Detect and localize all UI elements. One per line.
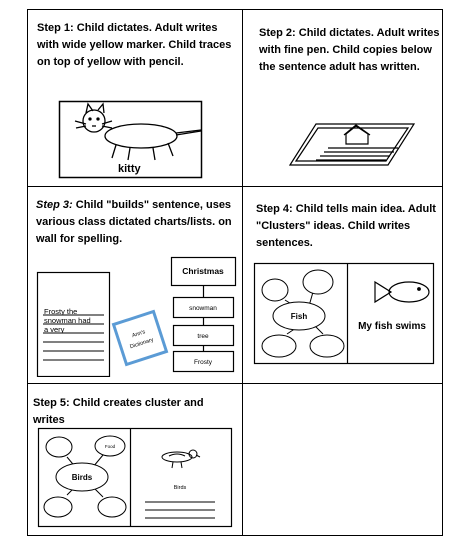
step-2-label: Step 2: (259, 27, 296, 39)
step-3-text: Child "builds" sentence, uses various class dictated charts/lists. on wall for spelling. (36, 199, 232, 245)
dictionary-book (114, 312, 167, 365)
step-5-text: Child creates cluster and writes (33, 397, 204, 426)
step-5-label: Step 5: (33, 397, 70, 409)
chart-item-3: Frosty (193, 359, 213, 366)
dictionary-line-2: Dictionary (129, 337, 155, 351)
fish-sentence: My fish swims (358, 321, 426, 332)
paper-line-1: Frosty the (44, 307, 78, 316)
paper-house-illustration (288, 120, 416, 168)
house-drawing (346, 126, 368, 144)
bird-caption: Birds (173, 485, 187, 491)
step-4-text: Child tells main idea. Adult "Clusters" ideas. Child writes sentences. (256, 203, 436, 249)
step-1-text: Child dictates. Adult writes with wide yellow marker. Child traces on top of yellow with pencil. (37, 22, 232, 68)
step-2-instructions (259, 25, 444, 76)
step-4-instructions (256, 201, 441, 252)
step-1-instructions (37, 20, 237, 71)
kitty-illustration (58, 100, 203, 180)
dictionary-line-1: Ann's (131, 329, 147, 340)
step-3-label: Step 3: (36, 199, 73, 211)
paper-line-3: a very (44, 325, 65, 334)
writing-paper (38, 273, 110, 377)
bird-cluster-illustration (37, 427, 233, 529)
bird-cluster-center: Birds (71, 473, 93, 482)
paper-line-2: snowman had (44, 316, 91, 325)
step-5-instructions (33, 395, 238, 429)
fish-cluster-center: Fish (290, 312, 308, 321)
step-1-label: Step 1: (37, 22, 74, 34)
sentence-building-illustration (36, 255, 240, 377)
step-2-text: Child dictates. Adult writes with fine pen. Child copies below the sentence adult has written. (259, 27, 440, 73)
chart-title: Christmas (182, 266, 224, 276)
kitty-word: kitty (118, 163, 141, 175)
bird-cluster-node: Food (104, 444, 116, 449)
chart-item-1: snowman (189, 305, 217, 312)
step-3-instructions (36, 197, 241, 248)
chart-item-2: tree (197, 333, 209, 340)
fish-cluster-illustration (253, 262, 435, 366)
step-4-label: Step 4: (256, 203, 293, 215)
